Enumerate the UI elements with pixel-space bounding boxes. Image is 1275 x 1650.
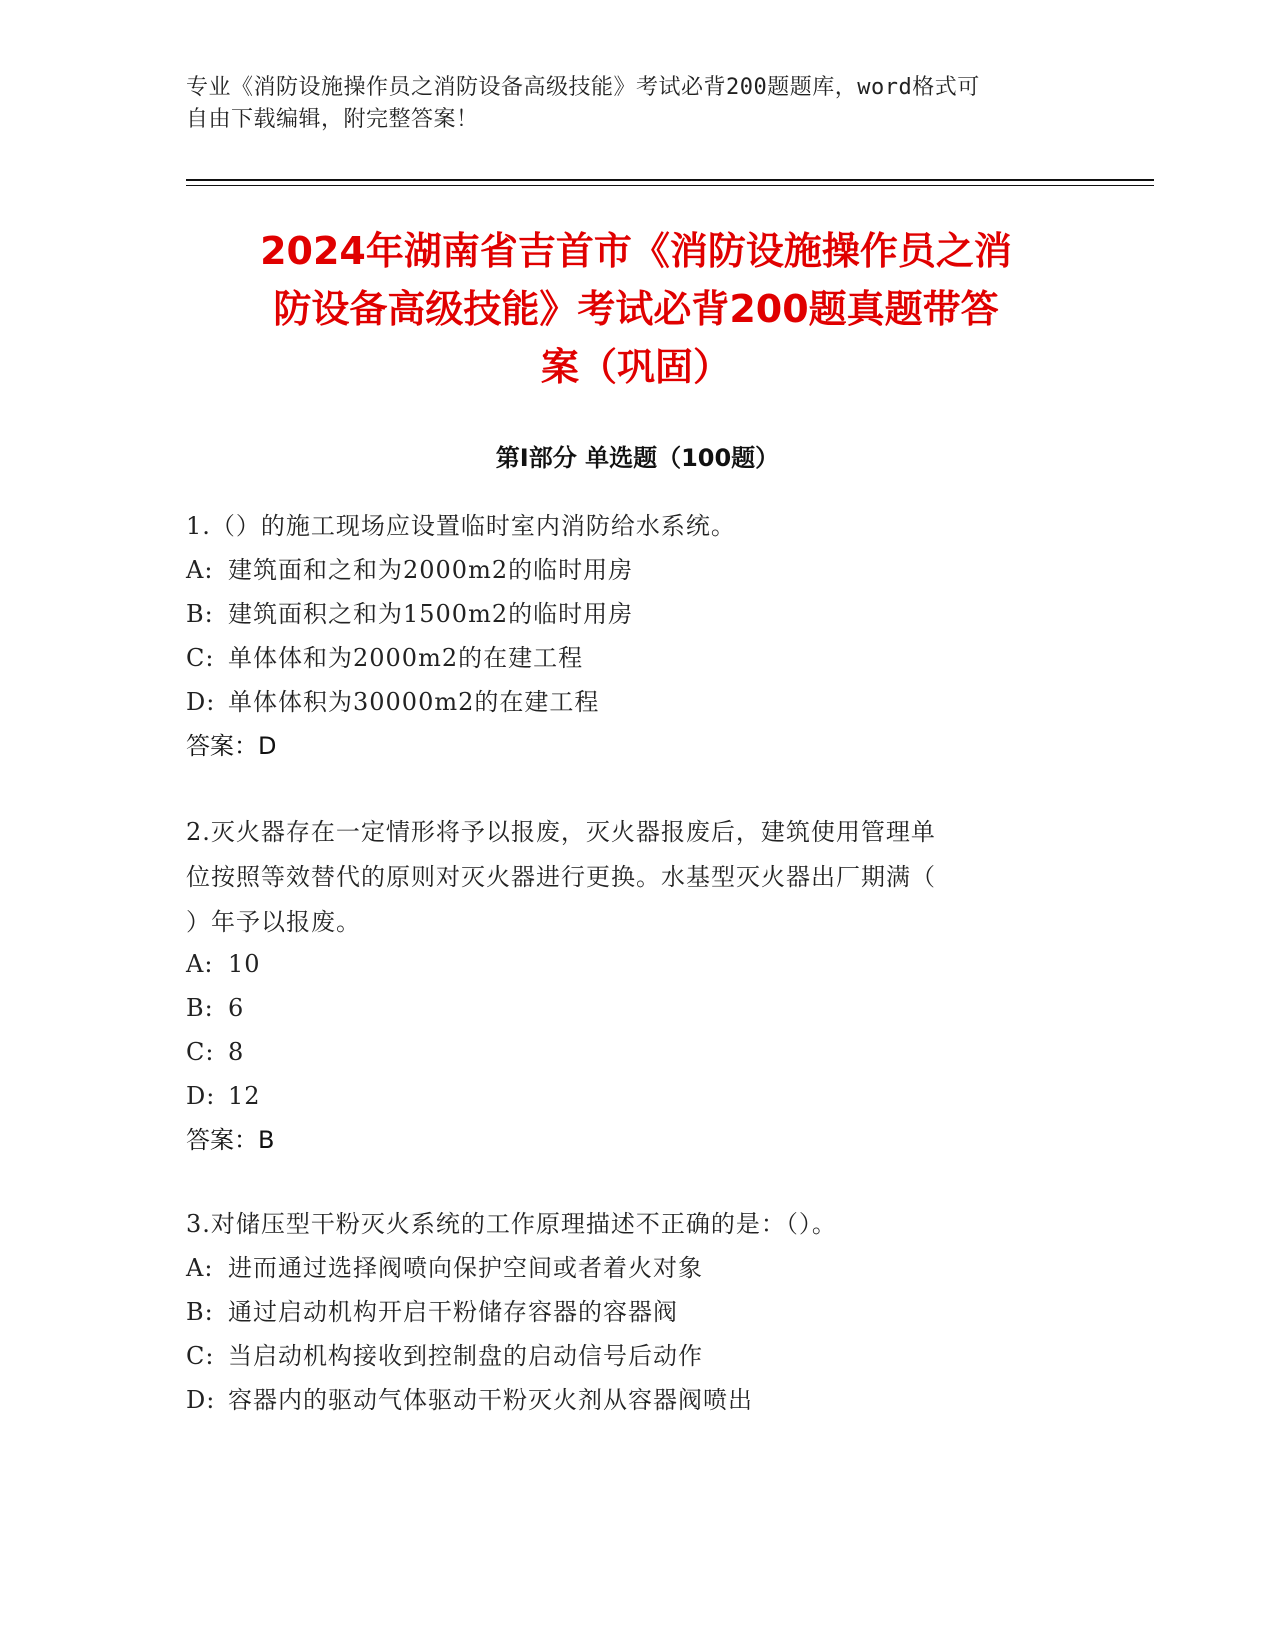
option-letter: B:: [186, 600, 214, 628]
header-note: [186, 72, 1066, 136]
question-2-option-c: [186, 1030, 1066, 1075]
question-2-text-line-2: 位按照等效替代的原则对灭火器进行更换。水基型灭火器出厂期满（: [186, 863, 936, 891]
question-2-text-line-1: 2.灭火器存在一定情形将予以报废，灭火器报废后，建筑使用管理单: [186, 818, 936, 846]
option-text: 建筑面积之和为1500m2的临时用房: [228, 600, 634, 628]
option-letter: D:: [186, 1386, 216, 1414]
option-text: 单体体和为2000m2的在建工程: [228, 644, 584, 672]
question-3-option-b: [186, 1290, 1066, 1335]
question-2-option-a: [186, 942, 1066, 987]
header-divider-thick: [186, 179, 1154, 181]
option-letter: C:: [186, 1038, 215, 1066]
question-1-option-b: [186, 592, 1066, 637]
option-letter: A:: [186, 950, 214, 978]
option-letter: C:: [186, 644, 215, 672]
question-1-option-a: [186, 548, 1066, 593]
question-3-option-a: [186, 1246, 1066, 1291]
title-line-1: 2024年湖南省吉首市《消防设施操作员之消: [260, 229, 1012, 273]
question-2-text-line-3: ）年予以报废。: [186, 908, 361, 936]
option-letter: D:: [186, 688, 216, 716]
question-2-answer: 答案：B: [186, 1126, 275, 1154]
header-divider-thin: [186, 185, 1154, 186]
question-1-option-c: [186, 636, 1066, 681]
option-text: 6: [228, 994, 245, 1022]
question-3-option-c: [186, 1334, 1066, 1379]
question-2-option-b: [186, 986, 1066, 1031]
option-text: 建筑面和之和为2000m2的临时用房: [228, 556, 634, 584]
option-text: 通过启动机构开启干粉储存容器的容器阀: [228, 1298, 678, 1326]
title-line-3: 案（巩固）: [540, 345, 731, 389]
question-1-text: 1.（）的施工现场应设置临时室内消防给水系统。: [186, 512, 736, 540]
option-letter: B:: [186, 1298, 214, 1326]
question-3-option-d: [186, 1378, 1066, 1423]
option-text: 12: [228, 1082, 261, 1110]
option-text: 进而通过选择阀喷向保护空间或者着火对象: [228, 1254, 703, 1282]
option-letter: A:: [186, 1254, 214, 1282]
option-text: 8: [228, 1038, 245, 1066]
header-note-line-1: 专业《消防设施操作员之消防设备高级技能》考试必背200题题库，word格式可: [186, 75, 980, 100]
option-letter: C:: [186, 1342, 215, 1370]
header-note-line-2: 自由下载编辑，附完整答案！: [186, 107, 479, 132]
option-text: 容器内的驱动气体驱动干粉灭火剂从容器阀喷出: [228, 1386, 753, 1414]
section-heading: 第I部分 单选题（100题）: [495, 444, 780, 472]
question-3-text: 3.对储压型干粉灭火系统的工作原理描述不正确的是：（）。: [186, 1210, 837, 1238]
question-1-option-d: [186, 680, 1066, 725]
option-letter: B:: [186, 994, 214, 1022]
option-text: 单体体积为30000m2的在建工程: [228, 688, 600, 716]
option-text: 10: [228, 950, 261, 978]
question-1-answer: 答案：D: [186, 732, 277, 760]
question-2-option-d: [186, 1074, 1066, 1119]
document-title: [186, 222, 1086, 396]
option-letter: A:: [186, 556, 214, 584]
title-line-2: 防设备高级技能》考试必背200题真题带答: [273, 287, 999, 331]
option-text: 当启动机构接收到控制盘的启动信号后动作: [228, 1342, 703, 1370]
option-letter: D:: [186, 1082, 216, 1110]
question-2-text: [186, 810, 1066, 945]
